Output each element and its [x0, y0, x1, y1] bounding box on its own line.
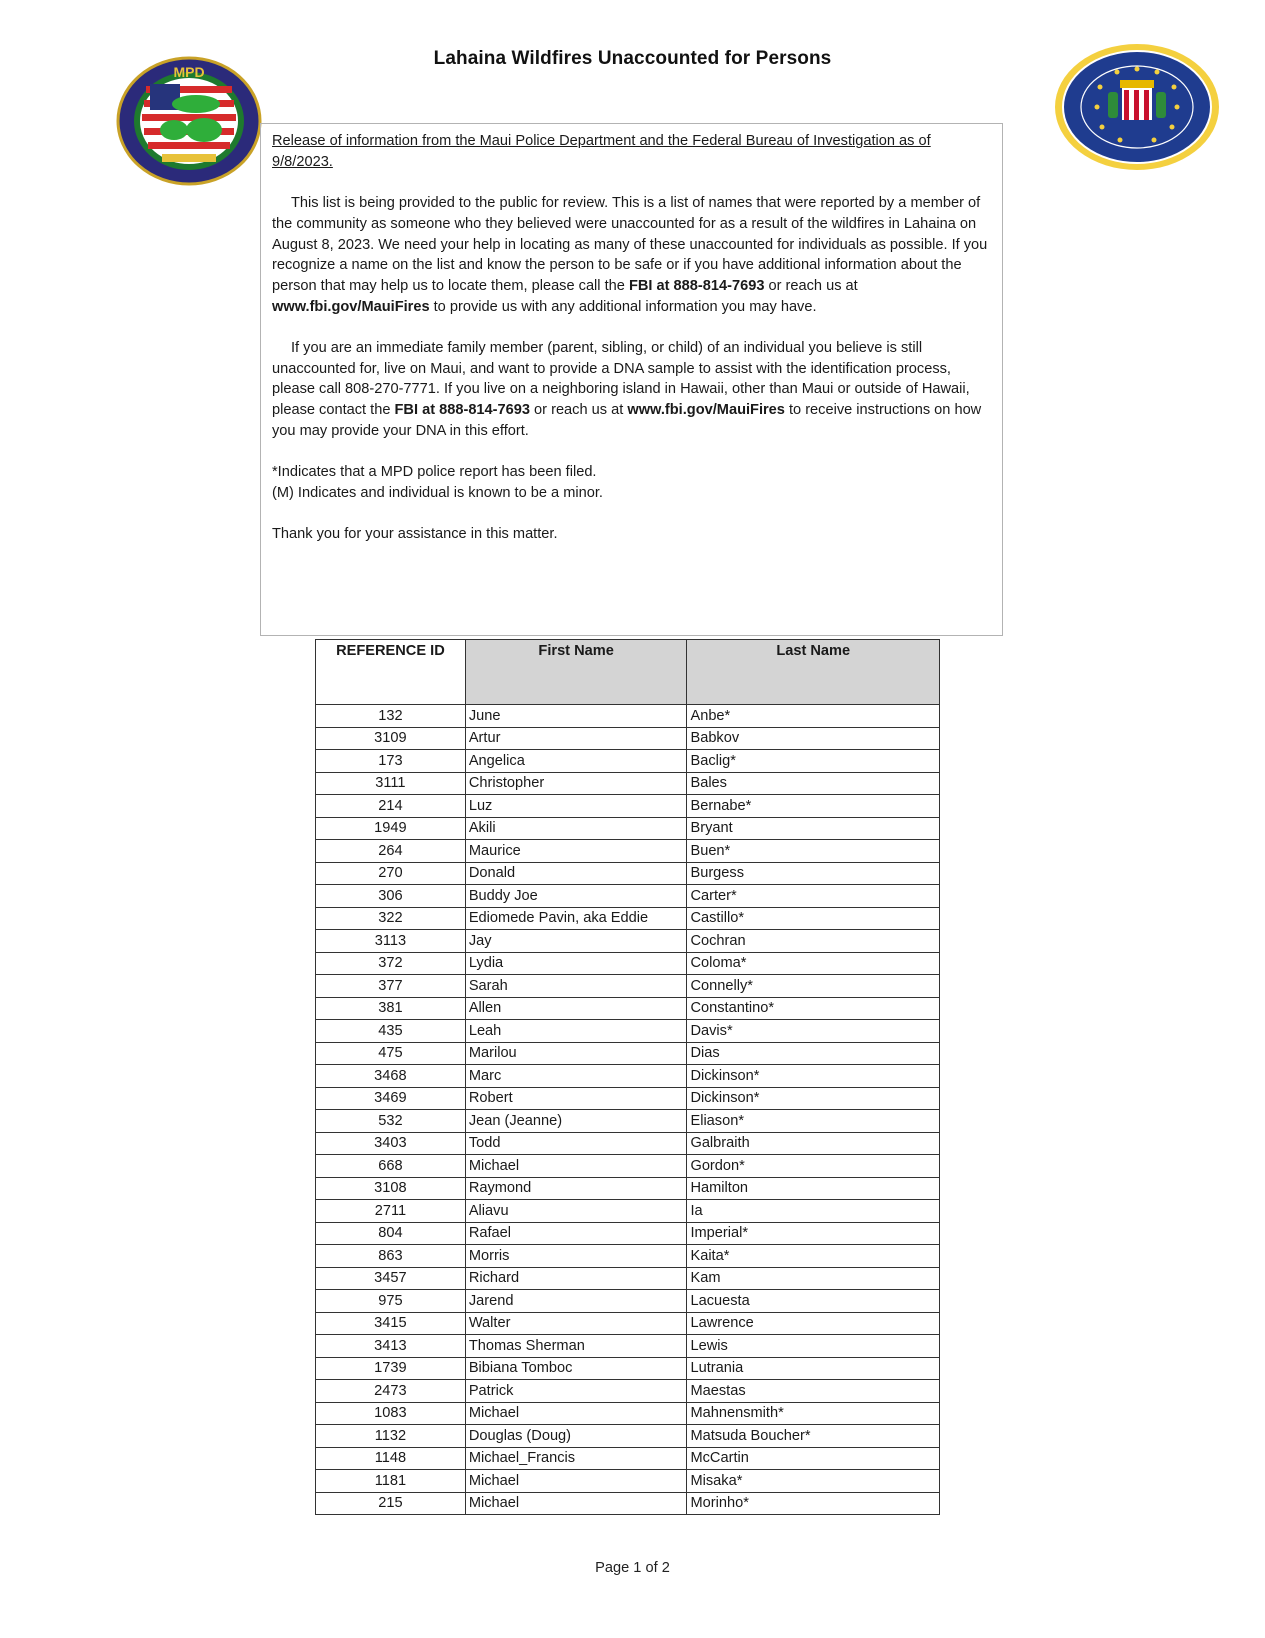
table-row	[316, 1425, 940, 1448]
table-row	[316, 817, 940, 840]
first-name-cell: Douglas (Doug)	[465, 1425, 687, 1448]
last-name-cell: Lewis	[687, 1335, 940, 1358]
last-name-cell: Dickinson*	[687, 1065, 940, 1088]
header-last-name: Last Name	[687, 640, 940, 705]
last-name-cell: Kaita*	[687, 1245, 940, 1268]
reference-id-cell: 372	[316, 952, 466, 975]
reference-id-cell: 435	[316, 1020, 466, 1043]
table-row	[316, 1357, 940, 1380]
last-name-cell: Lutrania	[687, 1357, 940, 1380]
table-row	[316, 885, 940, 908]
first-name-cell: Jarend	[465, 1290, 687, 1313]
first-name-cell: Richard	[465, 1267, 687, 1290]
table-row	[316, 1245, 940, 1268]
last-name-cell: Buen*	[687, 840, 940, 863]
reference-id-cell: 3468	[316, 1065, 466, 1088]
first-name-cell: Lydia	[465, 952, 687, 975]
reference-id-cell: 532	[316, 1110, 466, 1133]
fbi-website-link[interactable]: www.fbi.gov/MauiFires	[272, 298, 430, 315]
table-row	[316, 1402, 940, 1425]
table-row	[316, 1132, 940, 1155]
table-header-row	[316, 640, 940, 705]
reference-id-cell: 475	[316, 1042, 466, 1065]
table-row	[316, 1020, 940, 1043]
first-name-cell: Michael	[465, 1155, 687, 1178]
last-name-cell: Misaka*	[687, 1470, 940, 1493]
reference-id-cell: 2473	[316, 1380, 466, 1403]
last-name-cell: Galbraith	[687, 1132, 940, 1155]
first-name-cell: Allen	[465, 997, 687, 1020]
first-name-cell: Aliavu	[465, 1200, 687, 1223]
first-name-cell: Jean (Jeanne)	[465, 1110, 687, 1133]
last-name-cell: Castillo*	[687, 907, 940, 930]
table-row	[316, 862, 940, 885]
first-name-cell: Walter	[465, 1312, 687, 1335]
first-name-cell: Jay	[465, 930, 687, 953]
first-name-cell: Christopher	[465, 772, 687, 795]
first-name-cell: Akili	[465, 817, 687, 840]
table-row	[316, 705, 940, 728]
last-name-cell: Bryant	[687, 817, 940, 840]
first-name-cell: Michael	[465, 1402, 687, 1425]
reference-id-cell: 377	[316, 975, 466, 998]
first-name-cell: Sarah	[465, 975, 687, 998]
table-row	[316, 1200, 940, 1223]
paragraph-text: or reach us at	[764, 277, 858, 294]
reference-id-cell: 3415	[316, 1312, 466, 1335]
reference-id-cell: 804	[316, 1222, 466, 1245]
first-name-cell: Leah	[465, 1020, 687, 1043]
last-name-cell: Mahnensmith*	[687, 1402, 940, 1425]
reference-id-cell: 215	[316, 1492, 466, 1515]
last-name-cell: Bales	[687, 772, 940, 795]
table-row	[316, 1492, 940, 1515]
reference-id-cell: 381	[316, 997, 466, 1020]
first-name-cell: Michael	[465, 1470, 687, 1493]
public-review-paragraph	[272, 193, 991, 317]
first-name-cell: Luz	[465, 795, 687, 818]
last-name-cell: Ia	[687, 1200, 940, 1223]
last-name-cell: Dias	[687, 1042, 940, 1065]
reference-id-cell: 214	[316, 795, 466, 818]
page-title: Lahaina Wildfires Unaccounted for Persons	[433, 48, 832, 69]
table-row	[316, 952, 940, 975]
dna-sample-paragraph	[272, 338, 991, 442]
table-row	[316, 1380, 940, 1403]
reference-id-cell: 3469	[316, 1087, 466, 1110]
reference-id-cell: 173	[316, 750, 466, 773]
reference-id-cell: 1181	[316, 1470, 466, 1493]
first-name-cell: Robert	[465, 1087, 687, 1110]
table-row	[316, 975, 940, 998]
last-name-cell: Burgess	[687, 862, 940, 885]
info-box	[260, 123, 1003, 636]
table-row	[316, 1222, 940, 1245]
last-name-cell: Lawrence	[687, 1312, 940, 1335]
unaccounted-persons-table	[315, 639, 940, 1515]
table-row	[316, 907, 940, 930]
first-name-cell: Thomas Sherman	[465, 1335, 687, 1358]
reference-id-cell: 668	[316, 1155, 466, 1178]
last-name-cell: Cochran	[687, 930, 940, 953]
paragraph-text: to provide us with any additional information you may have.	[429, 298, 817, 315]
first-name-cell: Michael	[465, 1492, 687, 1515]
last-name-cell: McCartin	[687, 1447, 940, 1470]
last-name-cell: Babkov	[687, 727, 940, 750]
reference-id-cell: 863	[316, 1245, 466, 1268]
mpd-seal-logo	[116, 56, 262, 186]
last-name-cell: Eliason*	[687, 1110, 940, 1133]
reference-id-cell: 322	[316, 907, 466, 930]
last-name-cell: Coloma*	[687, 952, 940, 975]
reference-id-cell: 3403	[316, 1132, 466, 1155]
minor-note: (M) Indicates and individual is known to be a minor.	[272, 484, 603, 501]
mpd-badge-icon	[116, 56, 262, 186]
page-number: Page 1 of 2	[595, 1560, 670, 1576]
last-name-cell: Dickinson*	[687, 1087, 940, 1110]
reference-id-cell: 975	[316, 1290, 466, 1313]
first-name-cell: Buddy Joe	[465, 885, 687, 908]
table-row	[316, 1087, 940, 1110]
table-row	[316, 1177, 940, 1200]
table-row	[316, 1042, 940, 1065]
table-row	[316, 1065, 940, 1088]
table-row	[316, 1335, 940, 1358]
table-row	[316, 772, 940, 795]
last-name-cell: Imperial*	[687, 1222, 940, 1245]
reference-id-cell: 1083	[316, 1402, 466, 1425]
table-row	[316, 1447, 940, 1470]
last-name-cell: Connelly*	[687, 975, 940, 998]
table-row	[316, 840, 940, 863]
first-name-cell: Marilou	[465, 1042, 687, 1065]
header-first-name: First Name	[465, 640, 687, 705]
reference-id-cell: 1739	[316, 1357, 466, 1380]
table-row	[316, 930, 940, 953]
first-name-cell: Bibiana Tomboc	[465, 1357, 687, 1380]
reference-id-cell: 3109	[316, 727, 466, 750]
paragraph-text: or reach us at	[530, 402, 628, 419]
last-name-cell: Davis*	[687, 1020, 940, 1043]
paragraph-text: This list is being provided to the public for review. This is a list of names that were reported by a member of the community as someone who they believed were unaccounted for as a result of the wildfires in Lahaina on August 8, 2023. We need your help in locating as many of these unaccounted for individuals as possible. If you recognize a name on the list and know the person to be safe or if you have additional information about the person that may help us to locate them, please call the	[272, 195, 988, 294]
last-name-cell: Baclig*	[687, 750, 940, 773]
table-row	[316, 997, 940, 1020]
reference-id-cell: 3457	[316, 1267, 466, 1290]
table-row	[316, 1267, 940, 1290]
reference-id-cell: 264	[316, 840, 466, 863]
reference-id-cell: 3413	[316, 1335, 466, 1358]
release-heading: Release of information from the Maui Police Department and the Federal Bureau of Investigation as of 9/8/2023.	[272, 133, 931, 170]
first-name-cell: Rafael	[465, 1222, 687, 1245]
first-name-cell: Artur	[465, 727, 687, 750]
reference-id-cell: 270	[316, 862, 466, 885]
first-name-cell: Michael_Francis	[465, 1447, 687, 1470]
first-name-cell: Marc	[465, 1065, 687, 1088]
last-name-cell: Hamilton	[687, 1177, 940, 1200]
asterisk-note: *Indicates that a MPD police report has been filed.	[272, 464, 597, 481]
table-row	[316, 1290, 940, 1313]
first-name-cell: Donald	[465, 862, 687, 885]
table-body	[316, 705, 940, 1515]
last-name-cell: Bernabe*	[687, 795, 940, 818]
paragraph-text: If you are an immediate family member (parent, sibling, or child) of an individual you believe is still unaccounted for, live on Maui, and want to provide a DNA sample to assist with the identification process, please call 808-270-7771. If you live on a neighboring island in Hawaii, other than Maui or outside of Hawaii, please contact the	[272, 340, 970, 419]
table-row	[316, 727, 940, 750]
first-name-cell: June	[465, 705, 687, 728]
last-name-cell: Lacuesta	[687, 1290, 940, 1313]
last-name-cell: Morinho*	[687, 1492, 940, 1515]
last-name-cell: Constantino*	[687, 997, 940, 1020]
last-name-cell: Matsuda Boucher*	[687, 1425, 940, 1448]
first-name-cell: Patrick	[465, 1380, 687, 1403]
last-name-cell: Maestas	[687, 1380, 940, 1403]
table-row	[316, 1110, 940, 1133]
fbi-phone: FBI at 888-814-7693	[394, 402, 530, 419]
table-row	[316, 1155, 940, 1178]
reference-id-cell: 1148	[316, 1447, 466, 1470]
reference-id-cell: 3111	[316, 772, 466, 795]
reference-id-cell: 306	[316, 885, 466, 908]
reference-id-cell: 2711	[316, 1200, 466, 1223]
paragraph-text: to receive instructions on how you may provide your DNA in this effort.	[272, 402, 982, 439]
first-name-cell: Todd	[465, 1132, 687, 1155]
reference-id-cell: 3108	[316, 1177, 466, 1200]
first-name-cell: Maurice	[465, 840, 687, 863]
fbi-phone: FBI at 888-814-7693	[628, 277, 765, 294]
first-name-cell: Raymond	[465, 1177, 687, 1200]
first-name-cell: Angelica	[465, 750, 687, 773]
reference-id-cell: 3113	[316, 930, 466, 953]
last-name-cell: Carter*	[687, 885, 940, 908]
fbi-website-link[interactable]: www.fbi.gov/MauiFires	[627, 402, 785, 419]
reference-id-cell: 132	[316, 705, 466, 728]
first-name-cell: Ediomede Pavin, aka Eddie	[465, 907, 687, 930]
table-row	[316, 795, 940, 818]
fbi-seal-logo	[1052, 42, 1222, 172]
table-row	[316, 750, 940, 773]
fbi-badge-icon	[1052, 42, 1222, 172]
table-row	[316, 1470, 940, 1493]
first-name-cell: Morris	[465, 1245, 687, 1268]
last-name-cell: Kam	[687, 1267, 940, 1290]
header-reference-id: REFERENCE ID	[316, 640, 466, 705]
last-name-cell: Anbe*	[687, 705, 940, 728]
table-row	[316, 1312, 940, 1335]
reference-id-cell: 1132	[316, 1425, 466, 1448]
last-name-cell: Gordon*	[687, 1155, 940, 1178]
thanks-text: Thank you for your assistance in this matter.	[272, 526, 558, 543]
reference-id-cell: 1949	[316, 817, 466, 840]
svg-text:MPD: MPD	[173, 64, 205, 80]
